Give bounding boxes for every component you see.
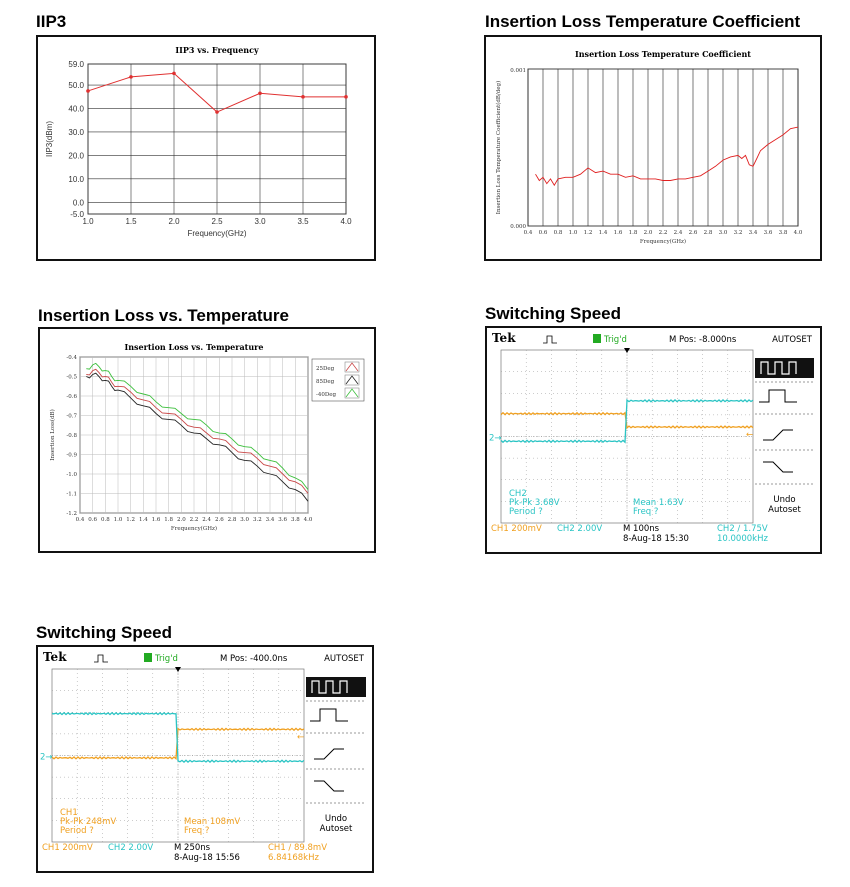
timebase: M 100ns [623,524,660,534]
y-tick-label: 20.0 [68,151,84,161]
x-tick-label: 3.2 [733,230,743,236]
m-pos-readout: M Pos: -8.000ns [669,335,737,345]
y-tick-label: 40.0 [68,104,84,114]
x-tick-label: 2.2 [189,517,199,523]
x-tick-label: 2.4 [202,517,212,523]
scope-brand: Tek [43,650,67,664]
iip3-heading: IIP3 [36,12,67,31]
ground-marker: 2→ [40,752,53,763]
ground-marker: 2→ [489,433,502,444]
measure-pkpk: Pk-Pk 248mV [60,817,117,827]
x-tick-label: 0.6 [88,517,98,523]
iip3-data-point [301,95,305,99]
il-temp-title: Insertion Loss vs. Temperature [124,342,264,352]
x-tick-label: 3.8 [290,517,300,523]
scope-1-frame [485,326,822,554]
y-tick-label: -0.8 [66,433,77,439]
x-axis-label: Frequency(GHz) [639,239,687,245]
ch2-scale: CH2 2.00V [108,843,154,853]
x-tick-label: 2.0 [643,230,653,236]
x-tick-label: 2.0 [168,217,180,226]
x-tick-label: 3.0 [254,217,266,226]
trigger-status: Trig'd [155,654,178,664]
scope-1-screen [487,328,820,552]
iip3-data-point [129,75,133,79]
x-tick-label: 3.0 [718,230,728,236]
measure-mean: Mean 108mV [184,817,241,827]
x-tick-label: 3.6 [278,517,288,523]
y-tick-label: -0.4 [66,355,77,361]
y-tick-label: -1.1 [66,491,77,498]
measure-channel: CH2 [509,489,527,499]
x-tick-label: 1.8 [164,517,174,523]
iltc-title: Insertion Loss Temperature Coefficient [575,49,751,59]
y-tick-label: 30.0 [68,127,84,137]
x-tick-label: 3.8 [778,230,788,236]
x-tick-label: 1.0 [113,517,123,523]
x-tick-label: 1.0 [82,217,94,226]
x-tick-label: 2.5 [211,217,223,226]
legend-label: 85Deg [316,379,335,385]
x-tick-label: 4.0 [793,230,803,236]
il-temp-heading: Insertion Loss vs. Temperature [38,306,289,325]
trigger-level: CH2 ∕ 1.75V [717,524,768,534]
iltc-chart-frame [484,35,822,261]
date-time: 8-Aug-18 15:30 [623,534,689,544]
x-tick-label: 1.5 [125,217,137,226]
x-tick-label: 0.8 [100,517,110,523]
y-tick-label: 50.0 [68,81,84,91]
trigger-frequency: 10.0000kHz [717,534,768,544]
ch2-scale: CH2 2.00V [557,524,603,534]
x-tick-label: 0.4 [523,230,533,236]
measure-mean: Mean 1.63V [633,498,684,508]
legend-label: -40Deg [316,392,337,398]
measure-freq: Freq ? [633,507,659,517]
y-axis-label: Insertion Loss(dB) [50,409,56,461]
x-tick-label: 3.4 [748,230,758,236]
y-axis-label: IIP3(dBm) [45,120,54,158]
x-tick-label: 2.0 [176,517,186,523]
x-tick-label: 1.6 [151,517,161,523]
x-tick-label: 3.5 [297,217,309,226]
x-tick-label: 0.4 [75,517,85,523]
y-tick-label: 0.000 [510,224,526,230]
autoset-square-button-bg [755,358,814,378]
measure-pkpk: Pk-Pk 3.68V [509,498,560,508]
switching-speed-heading-2: Switching Speed [36,623,173,642]
y-axis-label: Insertion Loss Temperature Coefficient(dB/deg) [496,80,502,215]
x-tick-label: 3.0 [240,517,250,523]
y-tick-label: -0.6 [66,394,77,400]
trigger-status-icon [144,653,152,662]
iip3-data-point [344,95,348,99]
x-tick-label: 4.0 [340,217,352,226]
measure-freq: Freq ? [184,826,210,836]
y-tick-label: 10.0 [68,174,84,184]
y-tick-label: -0.9 [66,452,77,459]
il-temp-chart-frame [38,327,376,553]
x-tick-label: 0.6 [538,230,548,236]
x-tick-label: 1.4 [138,517,148,523]
iip3-data-point [172,72,176,76]
autoset-label: AUTOSET [772,335,812,345]
x-tick-label: 0.8 [553,230,563,236]
scope-brand: Tek [492,331,516,345]
measure-channel: CH1 [60,808,78,818]
x-tick-label: 3.2 [252,517,262,523]
x-axis-label: Frequency(GHz) [187,229,247,238]
y-tick-label: 0.001 [510,68,526,74]
y-tick-label: -0.5 [66,374,77,381]
legend-label: 25Deg [316,366,335,372]
x-tick-label: 1.2 [583,230,593,236]
y-tick-label: -0.7 [66,413,77,420]
trigger-status-icon [593,334,601,343]
measure-period: Period ? [60,826,94,836]
x-tick-label: 2.8 [703,230,713,236]
il-temp-chart [40,329,374,551]
x-tick-label: 2.8 [227,517,237,523]
undo-label: Undo [773,495,796,505]
x-tick-label: 2.4 [673,230,683,236]
iip3-title: IIP3 vs. Frequency [175,45,259,55]
timebase: M 250ns [174,843,211,853]
trigger-status: Trig'd [604,335,627,345]
x-tick-label: 3.4 [265,517,275,523]
x-tick-label: 1.4 [598,230,608,236]
x-tick-label: 1.0 [568,230,578,236]
y-tick-label: 59.0 [68,60,84,69]
iip3-data-point [215,110,219,114]
date-time: 8-Aug-18 15:56 [174,853,240,863]
y-tick-label: -5.0 [70,210,84,219]
switching-speed-heading-1: Switching Speed [485,304,622,323]
x-tick-label: 3.6 [763,230,773,236]
undo-autoset-label: Autoset [319,824,353,834]
y-tick-label: -1.0 [66,472,77,478]
trigger-level: CH1 ∕ 89.8mV [268,843,328,853]
scope-2-screen [38,647,372,871]
y-tick-label: 0.0 [72,198,84,208]
x-tick-label: 1.6 [613,230,623,236]
x-tick-label: 1.8 [628,230,638,236]
trigger-frequency: 6.84168kHz [268,853,319,863]
iip3-chart-frame [36,35,376,261]
x-tick-label: 2.2 [658,230,668,236]
autoset-square-button-bg [306,677,366,697]
x-tick-label: 4.0 [303,517,313,523]
iltc-chart [486,37,820,259]
autoset-label: AUTOSET [324,654,364,664]
ch1-scale: CH1 200mV [491,524,542,534]
measure-period: Period ? [509,507,543,517]
scope-2-frame [36,645,374,873]
trigger-level-marker: ← [746,429,754,440]
iltc-heading: Insertion Loss Temperature Coefficient [485,12,801,31]
iip3-chart [38,37,374,259]
y-tick-label: -1.2 [66,511,77,517]
iip3-data-point [86,89,90,93]
m-pos-readout: M Pos: -400.0ns [220,654,288,664]
iip3-data-point [258,91,262,95]
x-axis-label: Frequency(GHz) [170,526,218,532]
x-tick-label: 2.6 [214,517,224,523]
undo-autoset-label: Autoset [768,505,801,515]
trigger-level-marker: ← [297,732,305,743]
undo-label: Undo [324,814,348,824]
ch1-scale: CH1 200mV [42,843,93,853]
x-tick-label: 2.6 [688,230,698,236]
x-tick-label: 1.2 [126,517,136,523]
